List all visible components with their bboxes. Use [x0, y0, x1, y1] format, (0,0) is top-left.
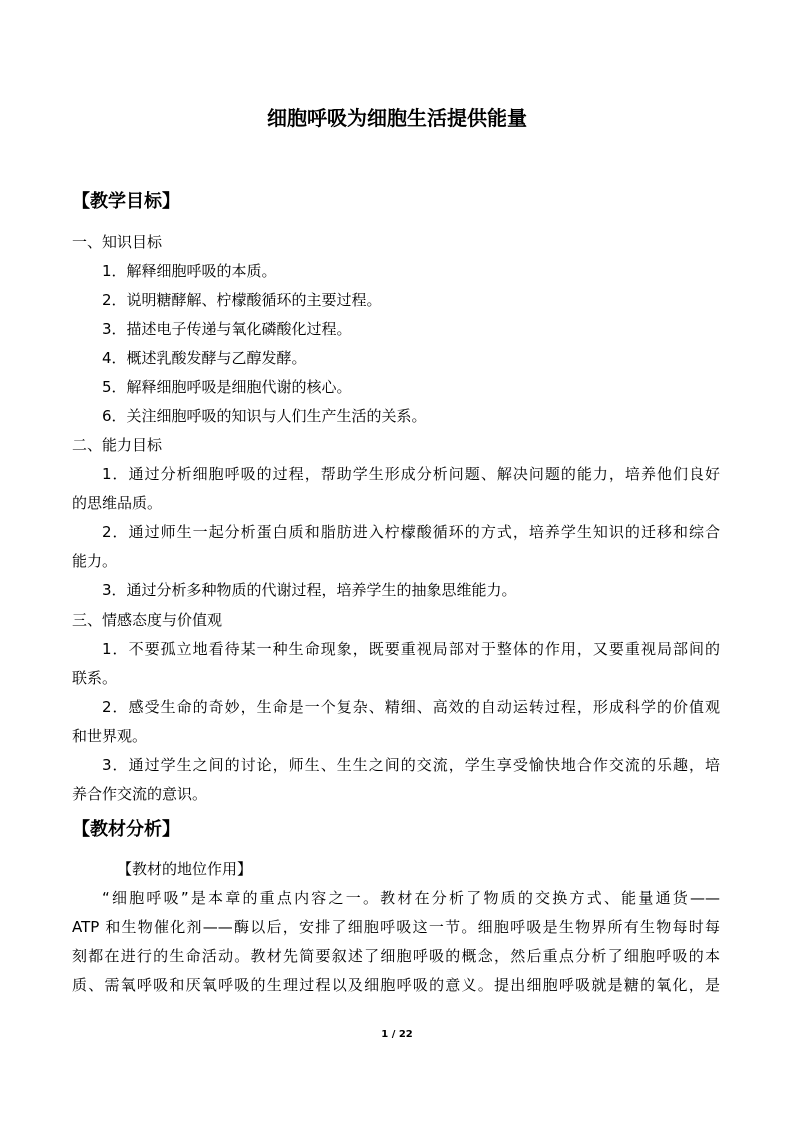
analysis-paragraph-line: “细胞呼吸”是本章的重点内容之一。教材在分析了物质的交换方式、能量通货—— — [102, 889, 720, 907]
attitude-item: 2．感受生命的奇妙，生命是一个复杂、精细、高效的自动运转过程，形成科学的价值观 — [102, 698, 720, 716]
ability-item-continuation: 能力。 — [72, 552, 118, 570]
ability-item: 3．通过分析多种物质的代谢过程，培养学生的抽象思维能力。 — [102, 581, 517, 599]
ability-item: 2．通过师生一起分析蛋白质和脂肪进入柠檬酸循环的方式，培养学生知识的迁移和综合 — [102, 523, 720, 541]
subsection-knowledge-label: 一、知识目标 — [72, 233, 163, 251]
analysis-paragraph-line: 质、需氧呼吸和厌氧呼吸的生理过程以及细胞呼吸的意义。提出细胞呼吸就是糖的氧化，是 — [72, 976, 720, 994]
section-heading-objectives: 【教学目标】 — [72, 191, 180, 212]
page-number: 1 / 22 — [381, 1029, 413, 1040]
knowledge-item: 5．解释细胞呼吸是细胞代谢的核心。 — [102, 378, 352, 396]
knowledge-item: 6．关注细胞呼吸的知识与人们生产生活的关系。 — [102, 407, 427, 425]
ability-item: 1．通过分析细胞呼吸的过程，帮助学生形成分析问题、解决问题的能力，培养他们良好 — [102, 465, 720, 483]
attitude-item: 1．不要孤立地看待某一种生命现象，既要重视局部对于整体的作用，又要重视局部间的 — [102, 640, 720, 658]
analysis-paragraph-line: 刻都在进行的生命活动。教材先简要叙述了细胞呼吸的概念，然后重点分析了细胞呼吸的本 — [72, 947, 720, 965]
analysis-paragraph-line: ATP 和生物催化剂——酶以后，安排了细胞呼吸这一节。细胞呼吸是生物界所有生物每时每 — [72, 918, 720, 936]
subsection-ability-label: 二、能力目标 — [72, 436, 163, 454]
knowledge-item: 1．解释细胞呼吸的本质。 — [102, 262, 277, 280]
knowledge-item: 2．说明糖酵解、柠檬酸循环的主要过程。 — [102, 291, 382, 309]
knowledge-item: 4．概述乳酸发酵与乙醇发酵。 — [102, 349, 307, 367]
attitude-item-continuation: 和世界观。 — [72, 727, 148, 745]
subsection-attitude-label: 三、情感态度与价值观 — [72, 611, 223, 629]
document-title: 细胞呼吸为细胞生活提供能量 — [267, 106, 527, 130]
ability-item-continuation: 的思维品质。 — [72, 494, 163, 512]
attitude-item-continuation: 养合作交流的意识。 — [72, 785, 208, 803]
analysis-subheading: 【教材的地位作用】 — [117, 860, 253, 878]
knowledge-item: 3．描述电子传递与氧化磷酸化过程。 — [102, 320, 352, 338]
attitude-item: 3．通过学生之间的讨论，师生、生生之间的交流，学生享受愉快地合作交流的乐趣，培 — [102, 756, 720, 774]
attitude-item-continuation: 联系。 — [72, 669, 118, 687]
section-heading-analysis: 【教材分析】 — [72, 819, 180, 840]
